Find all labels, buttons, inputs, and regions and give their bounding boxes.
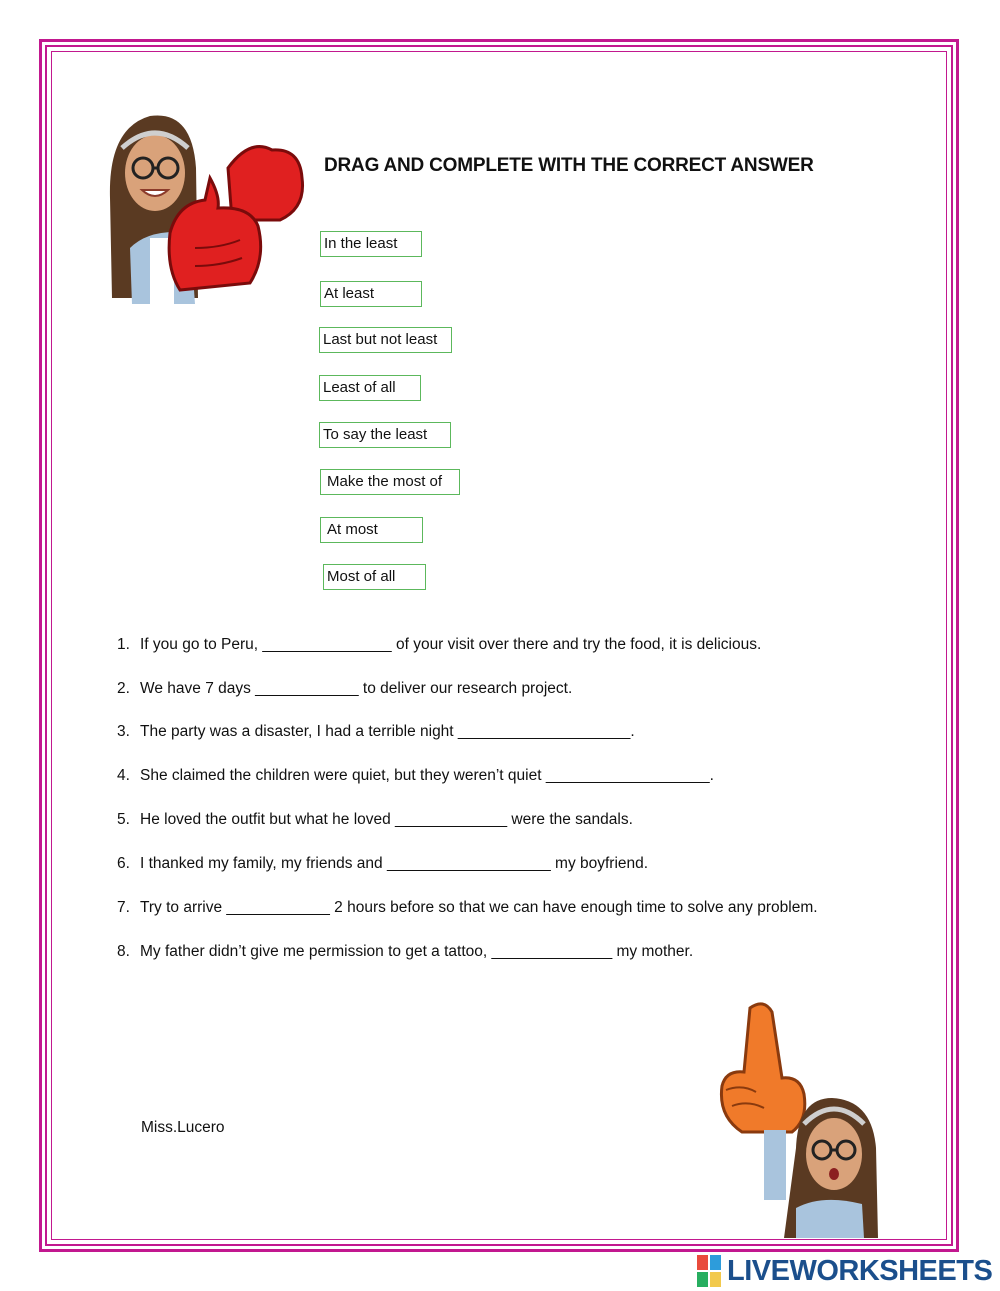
question-number: 3. (117, 723, 130, 740)
question-text: He loved the outfit but what he loved _____________ were the sandals. (140, 811, 633, 828)
question-item (117, 680, 572, 698)
question-item (117, 855, 648, 873)
question-text: The party was a disaster, I had a terrible night ____________________. (140, 723, 635, 740)
liveworksheets-brand (697, 1254, 992, 1288)
question-text: We have 7 days ____________ to deliver our research project. (140, 680, 573, 697)
question-number: 6. (117, 855, 130, 872)
page-title: DRAG AND COMPLETE WITH THE CORRECT ANSWER (324, 155, 814, 176)
question-item (117, 899, 818, 917)
word-option[interactable]: To say the least (319, 422, 451, 448)
question-number: 8. (117, 943, 130, 960)
avatar-thumbs-up-image (100, 108, 310, 308)
liveworksheets-logo-icon (697, 1255, 723, 1287)
word-option[interactable]: At most (320, 517, 423, 543)
question-number: 1. (117, 636, 130, 653)
question-text: If you go to Peru, _______________ of your visit over there and try the food, it is delicious. (140, 636, 762, 653)
avatar-foam-finger-image (712, 998, 892, 1238)
question-number: 5. (117, 811, 130, 828)
question-number: 7. (117, 899, 130, 916)
question-item (117, 767, 714, 785)
signature: Miss.Lucero (141, 1119, 225, 1136)
question-item (117, 943, 693, 961)
word-option[interactable]: In the least (320, 231, 422, 257)
question-text: She claimed the children were quiet, but they weren’t quiet ___________________. (140, 767, 714, 784)
question-item (117, 636, 761, 654)
question-text: My father didn’t give me permission to get a tattoo, ______________ my mother. (140, 943, 694, 960)
question-text: Try to arrive ____________ 2 hours before so that we can have enough time to solve any problem. (140, 899, 818, 916)
brand-name: LIVEWORKSHEETS (727, 1254, 993, 1287)
question-text: I thanked my family, my friends and ___________________ my boyfriend. (140, 855, 649, 872)
word-option[interactable]: Most of all (323, 564, 426, 590)
word-option[interactable]: Make the most of (320, 469, 460, 495)
word-option[interactable]: Least of all (319, 375, 421, 401)
question-item (117, 811, 633, 829)
word-option[interactable]: At least (320, 281, 422, 307)
word-option[interactable]: Last but not least (319, 327, 452, 353)
question-item (117, 723, 635, 741)
question-number: 4. (117, 767, 130, 784)
question-number: 2. (117, 680, 130, 697)
